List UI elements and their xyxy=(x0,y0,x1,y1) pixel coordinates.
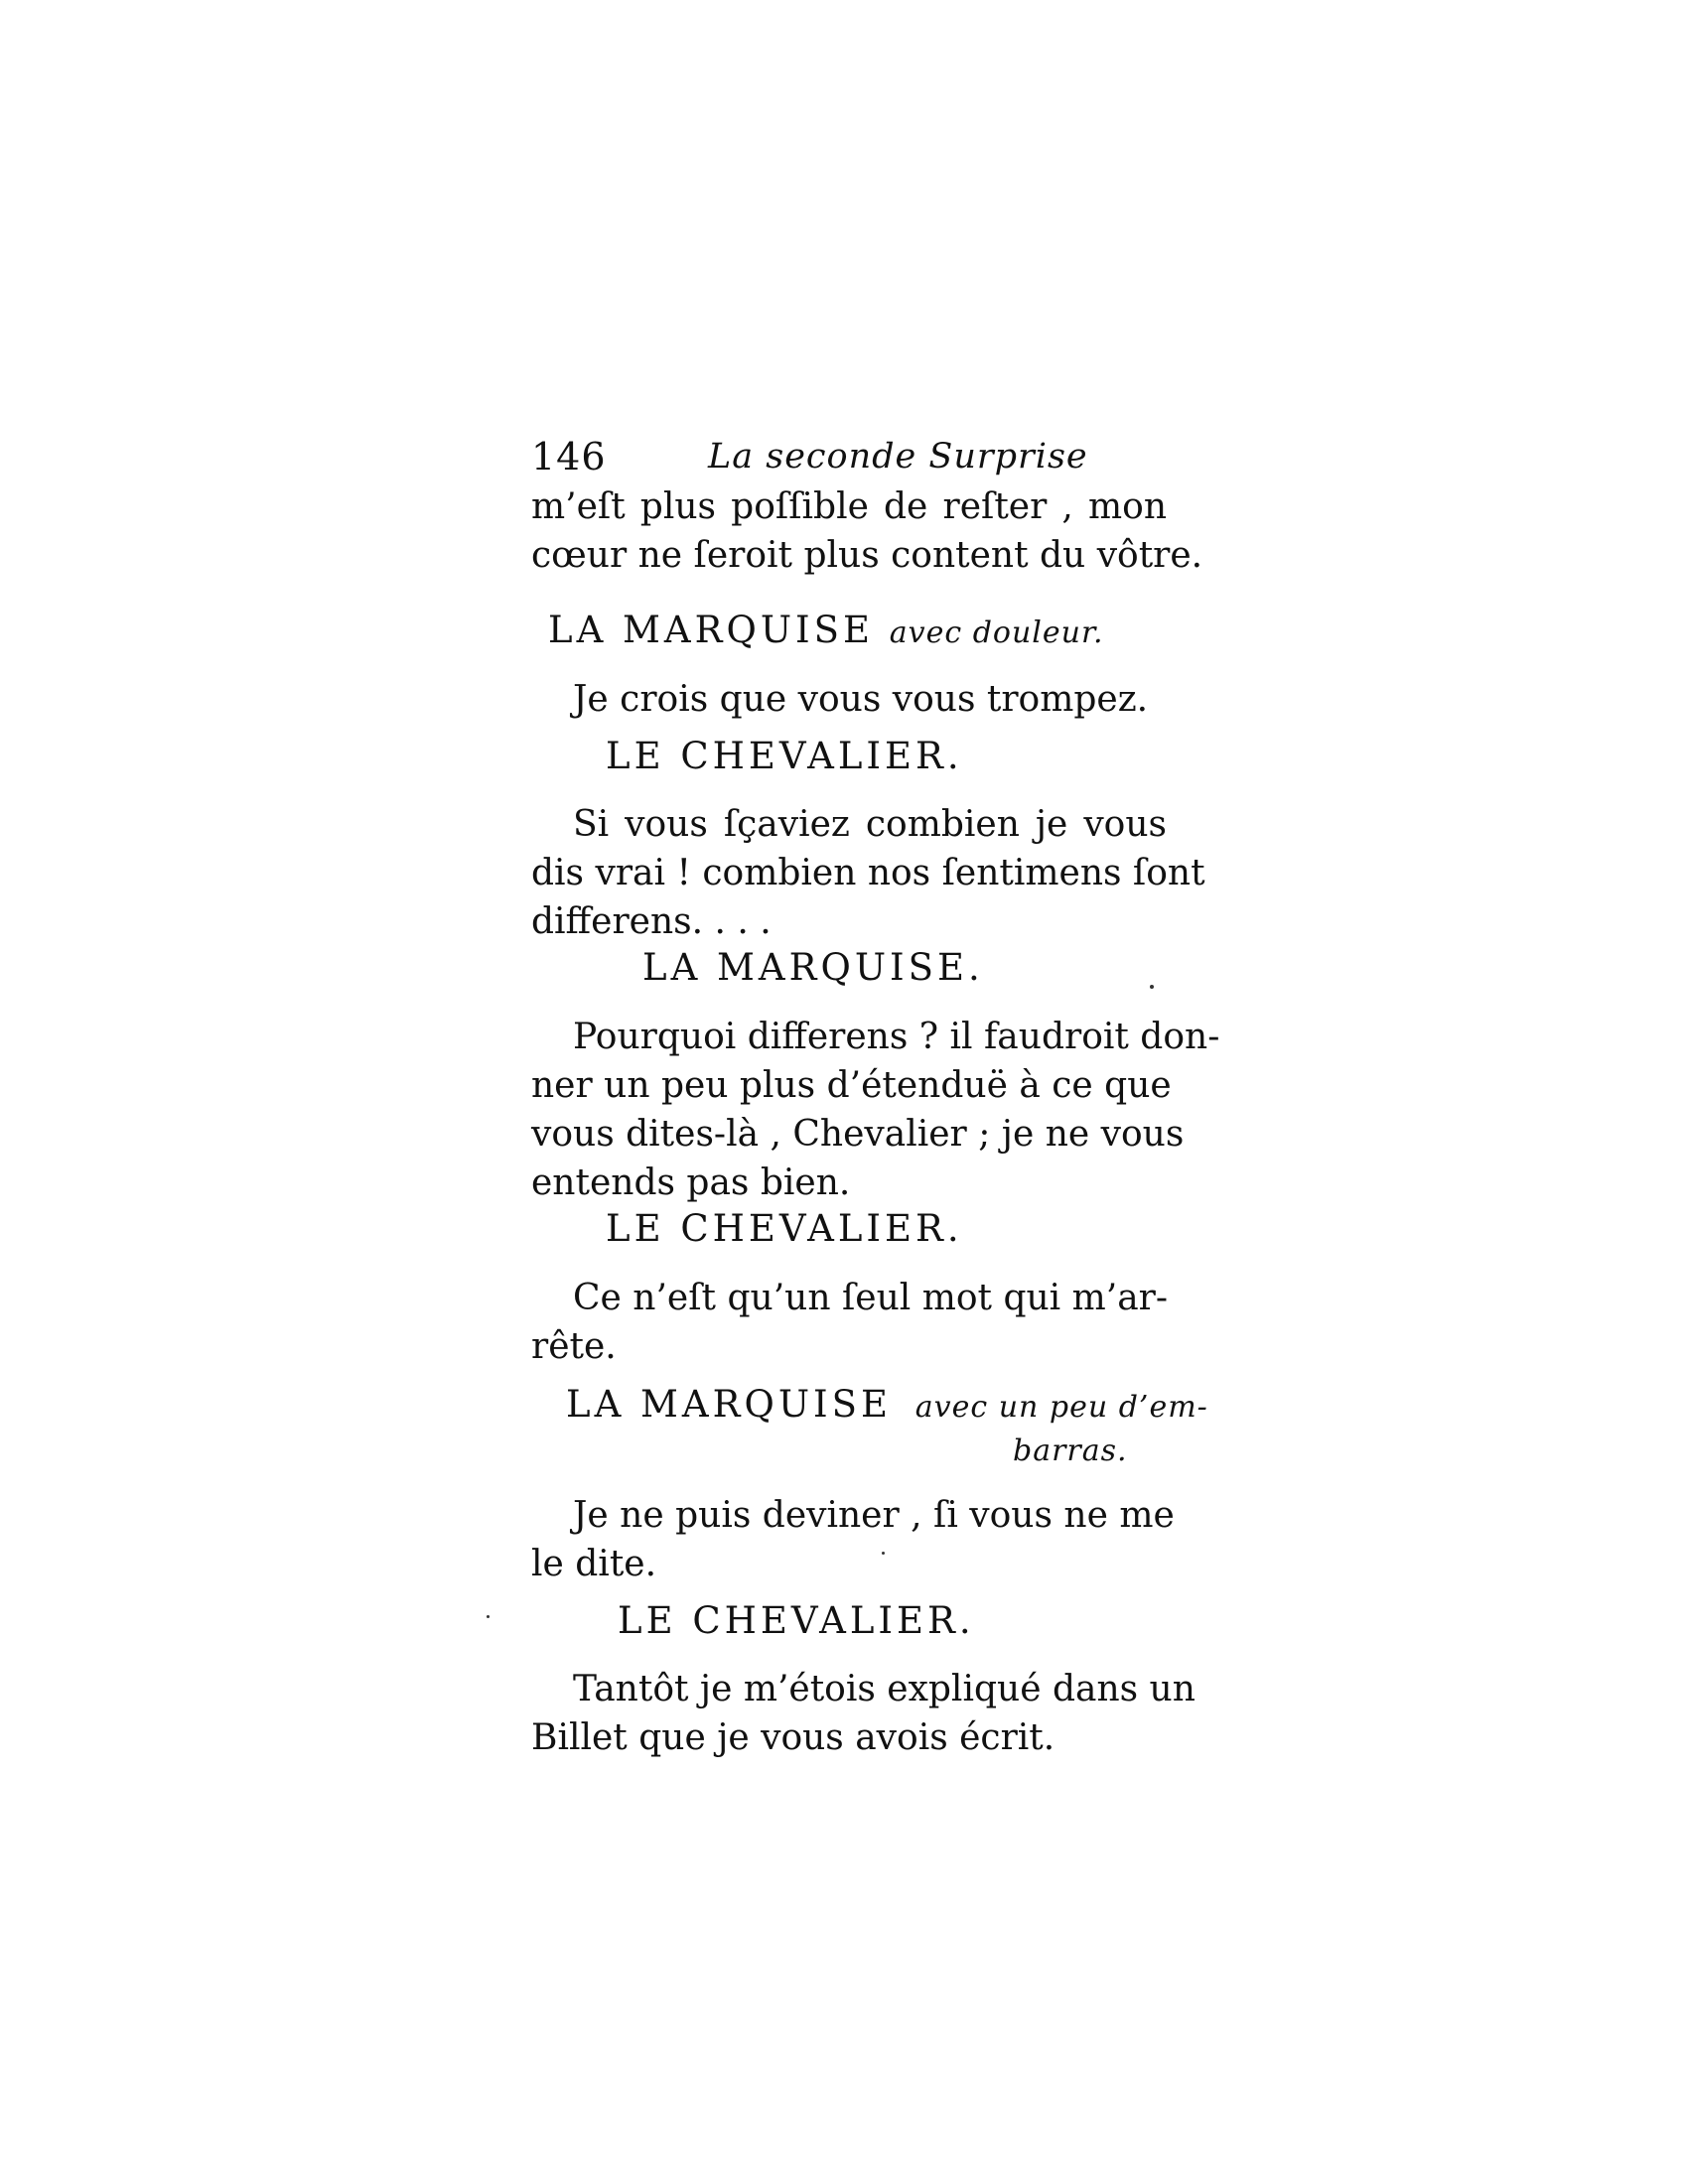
text-line: ner un peu plus d’étenduë à ce que xyxy=(531,1065,1172,1106)
page-header xyxy=(531,427,1167,486)
print-speck xyxy=(1150,985,1154,989)
speaker-heading xyxy=(606,1204,963,1254)
stage-direction: avec douleur. xyxy=(889,615,1104,650)
speech-passage xyxy=(531,800,1205,946)
text-line: Ce n’eſt qu’un ſeul mot qui m’ar- xyxy=(573,1278,1169,1318)
opening-passage xyxy=(531,482,1203,580)
speech-passage xyxy=(531,675,1167,724)
page-number: 146 xyxy=(531,435,607,478)
speaker-name: LA MARQUISE xyxy=(548,609,875,651)
speaker-name: LA MARQUISE xyxy=(566,1383,893,1426)
text-line: m’eſt plus poſſible de reſter , mon xyxy=(531,486,1167,527)
speaker-heading xyxy=(606,732,963,781)
speaker-heading xyxy=(548,606,1104,658)
speaker-heading xyxy=(642,943,984,993)
stage-direction: avec un peu d’em- xyxy=(914,1390,1208,1425)
text-line: cœur ne ſeroit plus content du vôtre. xyxy=(531,535,1203,576)
print-speck xyxy=(882,1552,885,1555)
stage-direction-continuation: barras. xyxy=(1013,1433,1128,1468)
text-line: Je ne puis deviner , ſi vous ne me xyxy=(573,1495,1175,1536)
text-line: Pourquoi differens ? il faudroit don- xyxy=(573,1017,1220,1057)
running-title: La seconde Surprise xyxy=(708,437,1088,477)
speaker-heading xyxy=(566,1380,1208,1433)
speech-passage xyxy=(531,1013,1220,1207)
text-line: Si vous ſçaviez combien je vous xyxy=(573,804,1167,845)
text-line: Billet que je vous avois écrit. xyxy=(531,1717,1055,1758)
text-line: le dite. xyxy=(531,1544,657,1584)
speech-passage xyxy=(531,1491,1175,1588)
speaker-name: LE CHEVALIER. xyxy=(618,1599,975,1642)
text-line: entends pas bien. xyxy=(531,1162,851,1203)
text-line: Tantôt je m’étois expliqué dans un xyxy=(573,1669,1196,1709)
text-line: differens. . . . xyxy=(531,901,772,942)
text-line: Je crois que vous vous trompez. xyxy=(573,679,1149,720)
text-line: vous dites-là , Chevalier ; je ne vous xyxy=(531,1114,1185,1155)
speaker-name: LA MARQUISE. xyxy=(642,946,984,989)
text-line: rête. xyxy=(531,1326,617,1367)
speaker-heading xyxy=(618,1596,975,1646)
speaker-name: LE CHEVALIER. xyxy=(606,735,963,777)
print-speck xyxy=(487,1615,490,1618)
text-line: dis vrai ! combien nos ſentimens ſont xyxy=(531,853,1205,893)
speech-passage xyxy=(531,1665,1196,1762)
speaker-name: LE CHEVALIER. xyxy=(606,1207,963,1250)
speech-passage xyxy=(531,1274,1167,1371)
